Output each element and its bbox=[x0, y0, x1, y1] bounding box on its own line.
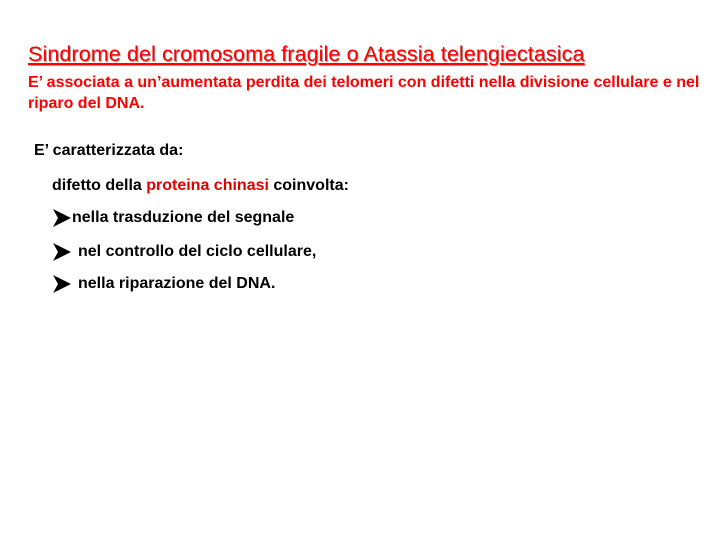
bullet-item bbox=[52, 271, 275, 297]
arrow-bullet-icon bbox=[52, 274, 72, 294]
bullet-item bbox=[52, 239, 316, 265]
slide-title: Sindrome del cromosoma fragile o Atassia telengiectasica bbox=[28, 42, 585, 66]
intro-highlight: proteina chinasi bbox=[146, 177, 269, 194]
intro-after: coinvolta: bbox=[268, 177, 349, 194]
intro-before: difetto della bbox=[52, 177, 147, 194]
slide-subtitle: E’ associata a un’aumentata perdita dei telomeri con difetti nella divisione cellulare e nel riparo del DNA. bbox=[28, 74, 700, 112]
arrow-bullet-icon bbox=[52, 242, 72, 262]
bullet-item bbox=[52, 205, 294, 231]
arrow-bullet-icon bbox=[52, 208, 72, 228]
bullet-label: nella trasduzione del segnale bbox=[72, 209, 295, 226]
bullet-label: nella riparazione del DNA. bbox=[78, 275, 276, 292]
bullet-label: nel controllo del ciclo cellulare, bbox=[78, 243, 317, 260]
intro-text bbox=[52, 177, 349, 195]
lead-text: E’ caratterizzata da: bbox=[34, 142, 184, 159]
